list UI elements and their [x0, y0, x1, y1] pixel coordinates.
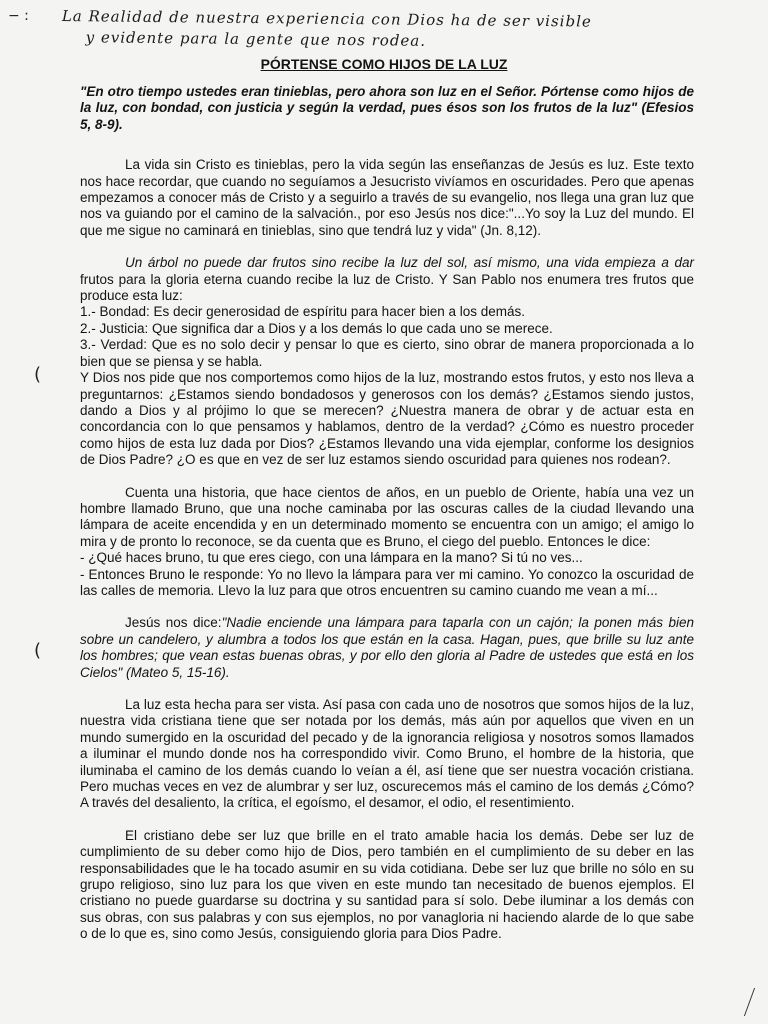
document-body	[80, 84, 694, 943]
fruit-item: 1.- Bondad: Es decir generosidad de espíritu para hacer bien a los demás.	[80, 304, 526, 320]
epigraph: "En otro tiempo ustedes eran tinieblas, pero ahora son luz en el Señor. Pórtense como hijos de la luz, con bondad, con justicia y según la verdad, pues ésos son los frutos de la luz" (Efesios 5, 8-9).	[80, 84, 694, 132]
fruit-item: 3.- Verdad: Que es no solo decir y pensar lo que es cierto, sino obrar de manera proporcionada a lo bien que se piensa y se habla.	[80, 337, 694, 369]
paragraph-4: Cuenta una historia, que hace cientos de años, en un pueblo de Oriente, había una vez un hombre llamado Bruno, que una noche caminaba por las oscuras calles de la ciudad llevando una lámpara de aceite encendida y en un determinado momento se encuentra con un amigo; el amigo lo mira y de pronto lo reconoce, se da cuenta que es Bruno, el ciego del pueblo. Entonces le dice:	[80, 484, 694, 549]
margin-mark-top: − :	[8, 8, 29, 24]
dialog-line-2: - Entonces Bruno le responde: Yo no llevo la lámpara para ver mi camino. Yo conozco la oscuridad de las calles de memoria. Llevo la luz para que otros encuentren su camino cuando me vean a mí...	[80, 566, 694, 598]
handwritten-line-1: La Realidad de nuestra experiencia con Dios ha de ser visible	[61, 6, 592, 31]
paragraph-3: Y Dios nos pide que nos comportemos como hijos de la luz, mostrando estos frutos, y esto nos lleva a preguntarnos: ¿Estamos siendo bondadosos y generosos con los demás? ¿Estamos siendo justos, dando a Dios y al prójimo lo que se merecen? ¿Nuestra manera de obrar y de actuar esta en concordancia con lo que pensamos y hablamos, dentro de la verdad? ¿Cómo es nuestro proceder como hijos de esta luz dada por Dios? ¿Estamos llevando una vida ejemplar, conforme los designios de Dios Padre? ¿O es que en vez de ser luz estamos siendo oscuridad para quienes nos rodean?.	[80, 370, 694, 468]
handwritten-note	[62, 6, 742, 55]
dialog-line-1: - ¿Qué haces bruno, tu que eres ciego, con una lámpara en la mano? Si tú no ves...	[80, 550, 583, 566]
pen-stroke-mark	[744, 988, 768, 1016]
page-title: PÓRTENSE COMO HIJOS DE LA LUZ	[260, 56, 508, 72]
paragraph-2-italic: Un árbol no puede dar frutos sino recibe la luz del sol, así mismo, una vida empieza a dar	[125, 255, 694, 271]
paragraph-5-quote: "Nadie enciende una lámpara para taparla con un cajón; la ponen más bien sobre un candelero, y alumbra a todos los que están en la casa. Hagan, pues, que brille su luz ante los hombres; que vean estas buenas obras, y por ello den gloria al Padre de ustedes que está en los Cielos" (Mateo 5, 15-16).	[80, 615, 694, 680]
paragraph-7: El cristiano debe ser luz que brille en el trato amable hacia los demás. Debe ser luz de cumplimiento de su deber como hijo de Dios, pero también en el cumplimiento de su deber en las responsabilidades que le ha tocado asumir en su vida cotidiana. Debe ser luz que brille no sólo en su grupo religioso, sino luz para los que viven en este mundo tan necesitado de buenos ejemplos. El cristiano no puede guardarse su doctrina y su santidad para sí solo. Debe iluminar a los demás con sus obras, con sus palabras y con sus ejemplos, no por vanagloria ni haciendo alarde de lo que sabe o de lo que es, sino como Jesús, consiguiendo gloria para Dios Padre.	[80, 827, 694, 942]
handwritten-line-2: y evidente para la gente que nos rodea.	[85, 28, 427, 50]
paragraph-2-rest: frutos para la gloria eterna cuando recibe la luz de Cristo. Y San Pablo nos enumera tres frutos que produce esta luz:	[80, 271, 694, 304]
paragraph-6: La luz esta hecha para ser vista. Así pasa con cada uno de nosotros que somos hijos de la luz, nuestra vida cristiana tiene que ser notada por los demás, más aún por aquellos que viven en un mundo sumergido en la oscuridad del pecado y de la ignorancia religiosa y nosotros somos llamados a iluminar el mundo donde nos ha correspondido vivir. Como Bruno, el hombre de la historia, que iluminaba el camino de los demás cuando lo veían a él, así tiene que ser nuestra vocación cristiana. Pero muchas veces en vez de alumbrar y ser luz, oscurecemos más el camino de los demás ¿Cómo? A través del desaliento, la crítica, el egoísmo, el desamor, el odio, el resentimiento.	[80, 697, 694, 811]
margin-paren-1: (	[34, 364, 42, 385]
paragraph-2	[80, 255, 694, 304]
paragraph-5-lead: Jesús nos dice:	[125, 615, 222, 631]
margin-paren-2: (	[34, 640, 42, 661]
paragraph-1: La vida sin Cristo es tinieblas, pero la vida según las enseñanzas de Jesús es luz. Este texto nos hace recordar, que cuando no seguíamos a Jesucristo vivíamos en oscuridades. Pero que apenas empezamos a conocer más de Cristo y a seguirlo a través de su evangelio, nos llega una gran luz que nos va guiando por el camino de la salvación., por eso Jesús nos dice:"...Yo soy la Luz del mundo. El que me sigue no caminará en tinieblas, sino que tendrá luz y vida" (Jn. 8,12).	[80, 157, 694, 238]
paragraph-5	[80, 615, 694, 681]
fruit-item: 2.- Justicia: Que significa dar a Dios y a los demás lo que cada uno se merece.	[80, 320, 553, 336]
